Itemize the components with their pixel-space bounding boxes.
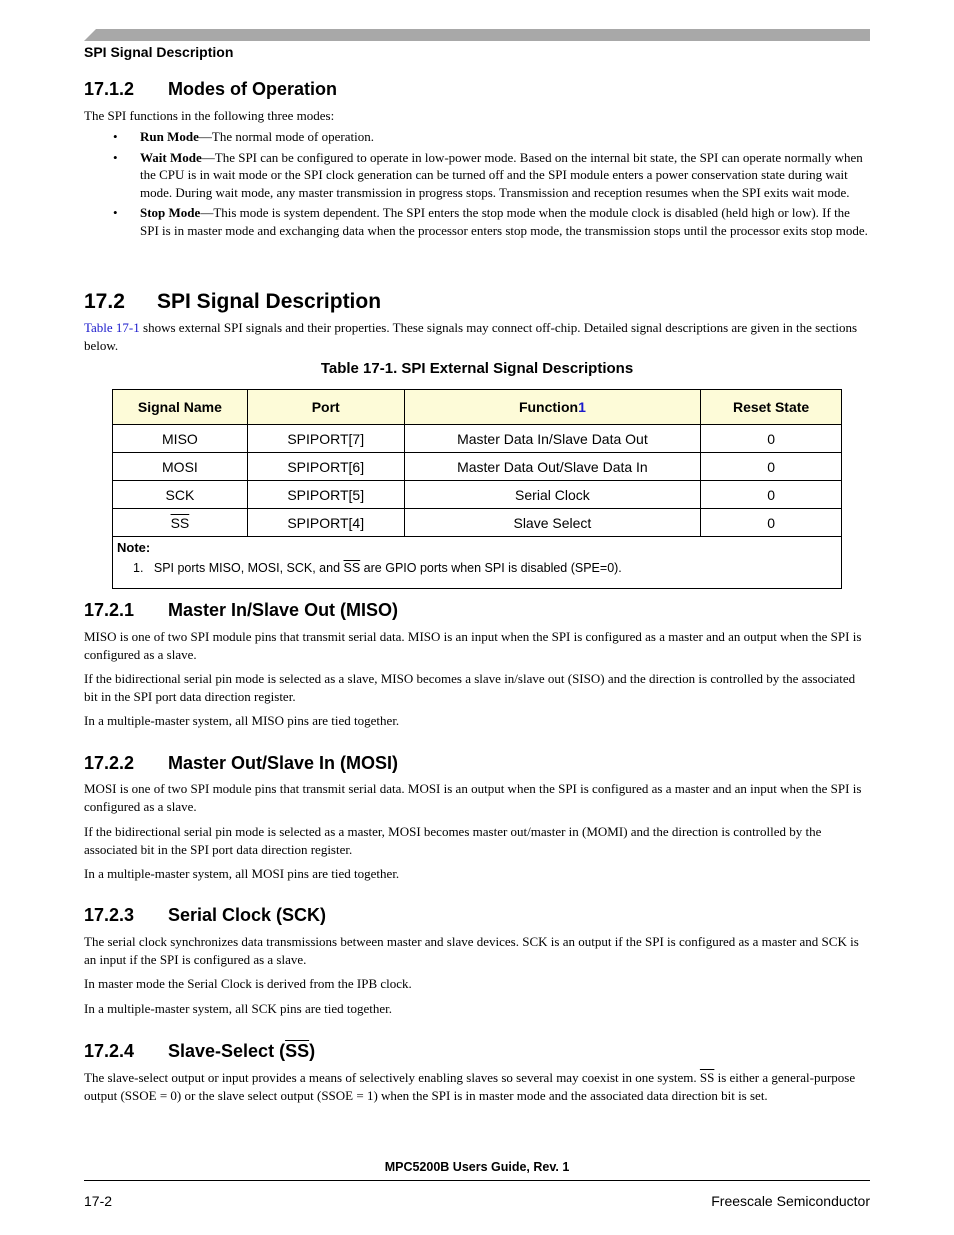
section-number: 17.2.2: [84, 753, 135, 773]
section-number: 17.2.1: [84, 600, 135, 620]
running-head: SPI Signal Description: [84, 44, 234, 60]
footer-document-title: MPC5200B Users Guide, Rev. 1: [384, 1160, 570, 1174]
paragraph: In a multiple-master system, all MOSI pins are tied together.: [84, 866, 400, 881]
table-row: [113, 481, 842, 509]
bullet-dot: •: [113, 129, 118, 144]
section-title: Master Out/Slave In (MOSI): [168, 753, 399, 773]
list-item: [84, 128, 870, 146]
bullet-dot: •: [113, 205, 118, 220]
cell-function: Slave Select: [404, 509, 701, 537]
table-row: [113, 453, 842, 481]
cell-signal: SCK: [113, 481, 248, 509]
header-function: [404, 390, 701, 425]
cell-port: SPIPORT[4]: [247, 509, 404, 537]
ss-overbar-text: SS: [343, 561, 361, 575]
section-title: SPI Signal Description: [157, 290, 382, 313]
paragraph: [84, 1069, 870, 1104]
section-number: 17.1.2: [84, 79, 135, 99]
cell-function: Master Data Out/Slave Data In: [404, 453, 701, 481]
footnote-link[interactable]: 1: [578, 399, 586, 415]
cell-function: Serial Clock: [404, 481, 701, 509]
cell-function: Master Data In/Slave Data Out: [404, 425, 701, 453]
section-title: ): [309, 1041, 316, 1061]
heading-17-2-3: [84, 905, 326, 926]
cell-reset: 0: [701, 481, 842, 509]
ss-overbar-text: SS: [285, 1041, 310, 1061]
table-link[interactable]: Table 17-1: [84, 320, 140, 335]
table-note-row: [113, 537, 842, 589]
cell-reset: 0: [701, 453, 842, 481]
term: Stop Mode: [140, 205, 201, 220]
cell-port: SPIPORT[7]: [247, 425, 404, 453]
signal-table: [112, 389, 842, 589]
cell-reset: 0: [701, 425, 842, 453]
note-item: [117, 561, 837, 575]
cell-port: SPIPORT[6]: [247, 453, 404, 481]
cell-signal: MOSI: [113, 453, 248, 481]
ss-overbar-text: SS: [699, 1070, 715, 1085]
section-number: 17.2.4: [84, 1041, 135, 1061]
header-bar: [84, 29, 870, 41]
section-number: 17.2: [84, 290, 125, 313]
table-row: [113, 425, 842, 453]
cell-signal: [113, 509, 248, 537]
section-title: Slave-Select (: [168, 1041, 286, 1061]
list-item: [84, 149, 870, 202]
table-note: [113, 537, 842, 589]
table-header-row: [113, 390, 842, 425]
modes-list: [84, 128, 870, 242]
signal-intro: [84, 319, 870, 354]
cell-signal: MISO: [113, 425, 248, 453]
paragraph: The serial clock synchronizes data transmissions between master and slave devices. SCK is an output if the SPI is configured as a master and SCK is an input if the SPI is configured as a slave.: [84, 934, 859, 967]
paragraph: MISO is one of two SPI module pins that transmit serial data. MISO is an input when the SPI is configured as a master and an output when the SPI is configured as a slave.: [84, 629, 862, 662]
modes-intro: The SPI functions in the following three modes:: [84, 108, 335, 123]
heading-17-1-2: [84, 79, 337, 100]
table-caption: Table 17-1. SPI External Signal Descriptions: [320, 360, 634, 377]
header-signal-name: Signal Name: [113, 390, 248, 425]
paragraph: If the bidirectional serial pin mode is selected as a slave, MISO becomes a slave in/slave out (SISO) and the direction is controlled by the associated bit in the SPI port data direction register.: [84, 671, 856, 704]
bullet-dot: •: [113, 149, 118, 165]
heading-17-2-4: [84, 1041, 315, 1062]
header-reset-state: Reset State: [701, 390, 842, 425]
section-title: Master In/Slave Out (MISO): [168, 600, 399, 620]
heading-17-2-1: [84, 600, 398, 621]
section-number: 17.2.3: [84, 905, 135, 925]
footer-rule: [84, 1180, 870, 1181]
paragraph-text: is either a general-purpose output (SSOE = 0) or the slave select output (SSOE = 1) when the SPI is in master mode and the associated data direction bit is set.: [84, 1070, 856, 1103]
table-row: [113, 509, 842, 537]
page-number: 17-2: [84, 1193, 113, 1209]
note-title: Note:: [117, 540, 151, 555]
paragraph: In a multiple-master system, all MISO pins are tied together.: [84, 713, 400, 728]
header-bar-notch: [84, 29, 96, 41]
heading-17-2: [84, 290, 381, 314]
section-title: Modes of Operation: [168, 79, 338, 99]
paragraph: If the bidirectional serial pin mode is selected as a master, MOSI becomes master out/master in (MOMI) and the direction is controlled by the associated bit in the SPI port data direction register.: [84, 824, 822, 857]
section-title: Serial Clock (SCK): [168, 905, 327, 925]
intro-text: shows external SPI signals and their properties. These signals may connect off-chip. Detailed signal descriptions are given in the sections below.: [84, 320, 857, 353]
header-port: Port: [247, 390, 404, 425]
paragraph-text: The slave-select output or input provides a means of selectively enabling slaves so several may coexist in one system.: [84, 1070, 700, 1085]
ss-overbar-text: SS: [170, 514, 190, 531]
note-text: SPI ports MISO, MOSI, SCK, and: [153, 561, 344, 575]
cell-reset: 0: [701, 509, 842, 537]
list-item: [84, 204, 870, 239]
term: Wait Mode: [140, 149, 202, 165]
header-function-label: Function: [518, 399, 579, 415]
footer-company: Freescale Semiconductor: [711, 1193, 870, 1209]
note-text: are GPIO ports when SPI is disabled (SPE=0).: [360, 561, 622, 575]
heading-17-2-2: [84, 753, 398, 774]
paragraph: In master mode the Serial Clock is derived from the IPB clock.: [84, 976, 412, 991]
term: Run Mode: [140, 129, 199, 144]
paragraph: In a multiple-master system, all SCK pins are tied together.: [84, 1001, 392, 1016]
term-text: —This mode is system dependent. The SPI enters the stop mode when the module clock is disabled (held high or low). If the SPI is in master mode and exchanging data when the processor enters stop mode, the transmission stops until the processor exits stop mode.: [140, 205, 868, 238]
paragraph: MOSI is one of two SPI module pins that transmit serial data. MOSI is an output when the SPI is configured as a master and an input when the SPI is configured as a slave.: [84, 781, 862, 814]
term-text: —The SPI can be configured to operate in low-power mode. Based on the internal bit state, the SPI can operate normally when the CPU is in wait mode or the SPI clock generation can be turned off and the SPI module enters a power conservation state during wait mode. During wait mode, any master transmission in progress stops. Transmission and reception resumes when the SPI exits wait mode.: [140, 149, 863, 200]
term-text: —The normal mode of operation.: [198, 129, 374, 144]
note-number: 1.: [133, 561, 144, 575]
cell-port: SPIPORT[5]: [247, 481, 404, 509]
